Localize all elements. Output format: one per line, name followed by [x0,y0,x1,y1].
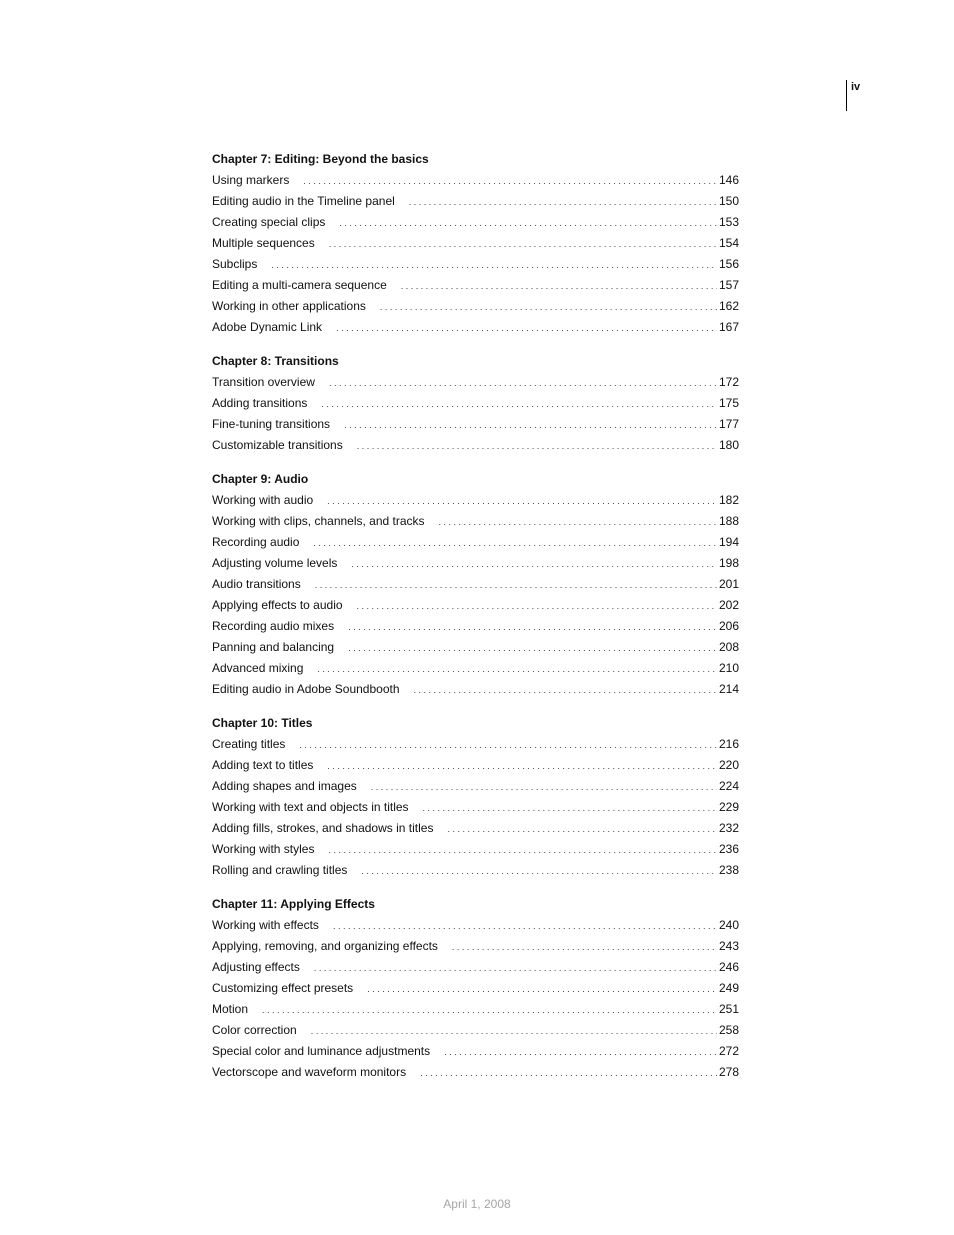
dot-leader [351,554,717,575]
toc-entry-label: Working with styles [212,842,315,856]
toc-entry[interactable] [212,553,739,574]
toc-entry[interactable] [212,511,739,532]
toc-entry-label: Customizing effect presets [212,981,354,995]
dot-leader [314,958,717,979]
toc-entry[interactable] [212,679,739,700]
toc-entry-page-number: 216 [718,737,739,751]
table-of-contents [212,151,739,1098]
toc-entry-page-number: 258 [718,1023,739,1037]
dot-leader [357,436,717,457]
toc-entry[interactable] [212,734,739,755]
toc-entry[interactable] [212,1020,739,1041]
toc-entry-page-number: 278 [718,1065,739,1079]
toc-entry[interactable] [212,936,739,957]
toc-entry-page-number: 251 [718,1002,739,1016]
dot-leader [262,1000,717,1021]
dot-leader [444,1042,717,1063]
toc-entry-label: Adding fills, strokes, and shadows in titles [212,821,434,835]
dot-leader [439,512,717,533]
toc-entry-page-number: 208 [718,640,739,654]
toc-entry-label: Multiple sequences [212,236,315,250]
toc-entry-label: Applying, removing, and organizing effects [212,939,438,953]
toc-entry-label: Rolling and crawling titles [212,863,348,877]
toc-entry[interactable] [212,532,739,553]
toc-entry-page-number: 150 [718,194,739,208]
toc-entry-label: Audio transitions [212,577,301,591]
toc-entry-label: Editing audio in Adobe Soundbooth [212,682,400,696]
toc-entry-label: Transition overview [212,375,315,389]
dot-leader [336,318,717,339]
dot-leader [344,415,717,436]
toc-entry-page-number: 157 [718,278,739,292]
toc-entry-page-number: 146 [718,173,739,187]
toc-entry-label: Using markers [212,173,290,187]
chapter-title: Chapter 9: Audio [212,472,309,486]
toc-entry[interactable] [212,1041,739,1062]
toc-entry-page-number: 202 [718,598,739,612]
toc-entry-page-number: 220 [718,758,739,772]
dot-leader [348,617,717,638]
dot-leader [327,491,717,512]
dot-leader [321,394,717,415]
toc-entry-page-number: 243 [718,939,739,953]
toc-entry-label: Creating special clips [212,215,326,229]
toc-entry-page-number: 206 [718,619,739,633]
toc-entry[interactable] [212,191,739,212]
toc-chapter [212,471,739,700]
toc-entry-label: Subclips [212,257,258,271]
dot-leader [339,213,717,234]
toc-entry-label: Working with effects [212,918,319,932]
dot-leader [452,937,717,958]
dot-leader [367,979,717,1000]
toc-entry-page-number: 198 [718,556,739,570]
dot-leader [414,680,717,701]
toc-entry-label: Advanced mixing [212,661,304,675]
chapter-title: Chapter 8: Transitions [212,354,339,368]
toc-entry-label: Adding transitions [212,396,308,410]
toc-entry[interactable] [212,435,739,456]
toc-entry-page-number: 236 [718,842,739,856]
toc-entry-page-number: 162 [718,299,739,313]
toc-entry[interactable] [212,999,739,1020]
dot-leader [328,840,716,861]
toc-entry-page-number: 154 [718,236,739,250]
chapter-title: Chapter 10: Titles [212,716,313,730]
toc-entry-label: Adjusting volume levels [212,556,338,570]
toc-entry-page-number: 153 [718,215,739,229]
toc-entry[interactable] [212,978,739,999]
toc-entry-label: Color correction [212,1023,297,1037]
dot-leader [371,777,717,798]
header-rule [846,80,847,111]
toc-entry-label: Panning and balancing [212,640,335,654]
dot-leader [317,659,717,680]
toc-entry-page-number: 182 [718,493,739,507]
toc-entry[interactable] [212,1062,739,1083]
toc-entry-page-number: 224 [718,779,739,793]
toc-entry-label: Applying effects to audio [212,598,343,612]
toc-entry-page-number: 229 [718,800,739,814]
toc-entry-page-number: 201 [718,577,739,591]
toc-entry-page-number: 238 [718,863,739,877]
toc-entry[interactable] [212,275,739,296]
toc-entry[interactable] [212,915,739,936]
toc-entry[interactable] [212,574,739,595]
toc-entry-page-number: 175 [718,396,739,410]
dot-leader [423,798,717,819]
dot-leader [311,1021,717,1042]
toc-entry-label: Adding shapes and images [212,779,357,793]
toc-entry[interactable] [212,317,739,338]
toc-entry[interactable] [212,296,739,317]
chapter-title: Chapter 11: Applying Effects [212,897,375,911]
dot-leader [348,638,717,659]
toc-entry-page-number: 180 [718,438,739,452]
toc-entry-label: Customizable transitions [212,438,343,452]
toc-entry[interactable] [212,839,739,860]
toc-entry[interactable] [212,393,739,414]
toc-entry[interactable] [212,755,739,776]
toc-entry-page-number: 246 [718,960,739,974]
toc-entry-label: Working in other applications [212,299,366,313]
toc-entry-label: Adobe Dynamic Link [212,320,323,334]
toc-entry[interactable] [212,254,739,275]
dot-leader [315,575,717,596]
toc-entry-label: Working with audio [212,493,314,507]
toc-entry-page-number: 232 [718,821,739,835]
toc-entry[interactable] [212,616,739,637]
toc-entry-label: Editing audio in the Timeline panel [212,194,395,208]
toc-entry-page-number: 188 [718,514,739,528]
toc-entry[interactable] [212,372,739,393]
dot-leader [303,171,717,192]
toc-entry-page-number: 240 [718,918,739,932]
footer-date: April 1, 2008 [443,1197,511,1211]
toc-chapter [212,353,739,456]
toc-entry-label: Editing a multi-camera sequence [212,278,387,292]
dot-leader [299,735,717,756]
chapter-title: Chapter 7: Editing: Beyond the basics [212,152,429,166]
toc-entry-page-number: 249 [718,981,739,995]
toc-entry-page-number: 172 [718,375,739,389]
toc-entry-label: Creating titles [212,737,286,751]
toc-entry[interactable] [212,658,739,679]
dot-leader [361,861,717,882]
dot-leader [401,276,717,297]
toc-entry-page-number: 177 [718,417,739,431]
toc-entry[interactable] [212,212,739,233]
dot-leader [380,297,717,318]
toc-entry-label: Adding text to titles [212,758,314,772]
toc-entry-label: Motion [212,1002,249,1016]
dot-leader [420,1063,717,1084]
dot-leader [327,756,717,777]
toc-entry[interactable] [212,233,739,254]
toc-entry-page-number: 156 [718,257,739,271]
dot-leader [313,533,717,554]
toc-chapter [212,896,739,1083]
toc-entry[interactable] [212,414,739,435]
toc-entry[interactable] [212,776,739,797]
toc-entry-page-number: 272 [718,1044,739,1058]
toc-entry-page-number: 167 [718,320,739,334]
toc-entry-page-number: 210 [718,661,739,675]
toc-entry[interactable] [212,637,739,658]
toc-entry-label: Working with text and objects in titles [212,800,409,814]
dot-leader [409,192,717,213]
toc-entry-page-number: 194 [718,535,739,549]
dot-leader [271,255,717,276]
toc-entry[interactable] [212,957,739,978]
toc-entry-label: Recording audio mixes [212,619,335,633]
dot-leader [329,234,717,255]
toc-entry[interactable] [212,490,739,511]
page-number: iv [851,81,861,93]
toc-entry[interactable] [212,170,739,191]
toc-entry[interactable] [212,860,739,881]
toc-entry-page-number: 214 [718,682,739,696]
toc-entry[interactable] [212,595,739,616]
dot-leader [333,916,717,937]
dot-leader [357,596,717,617]
toc-entry[interactable] [212,818,739,839]
toc-entry-label: Adjusting effects [212,960,300,974]
toc-chapter [212,151,739,338]
toc-entry[interactable] [212,797,739,818]
toc-entry-label: Recording audio [212,535,300,549]
toc-entry-label: Special color and luminance adjustments [212,1044,431,1058]
toc-chapter [212,715,739,881]
toc-entry-label: Vectorscope and waveform monitors [212,1065,407,1079]
toc-entry-label: Working with clips, channels, and tracks [212,514,425,528]
dot-leader [329,373,717,394]
dot-leader [447,819,717,840]
toc-entry-label: Fine-tuning transitions [212,417,331,431]
